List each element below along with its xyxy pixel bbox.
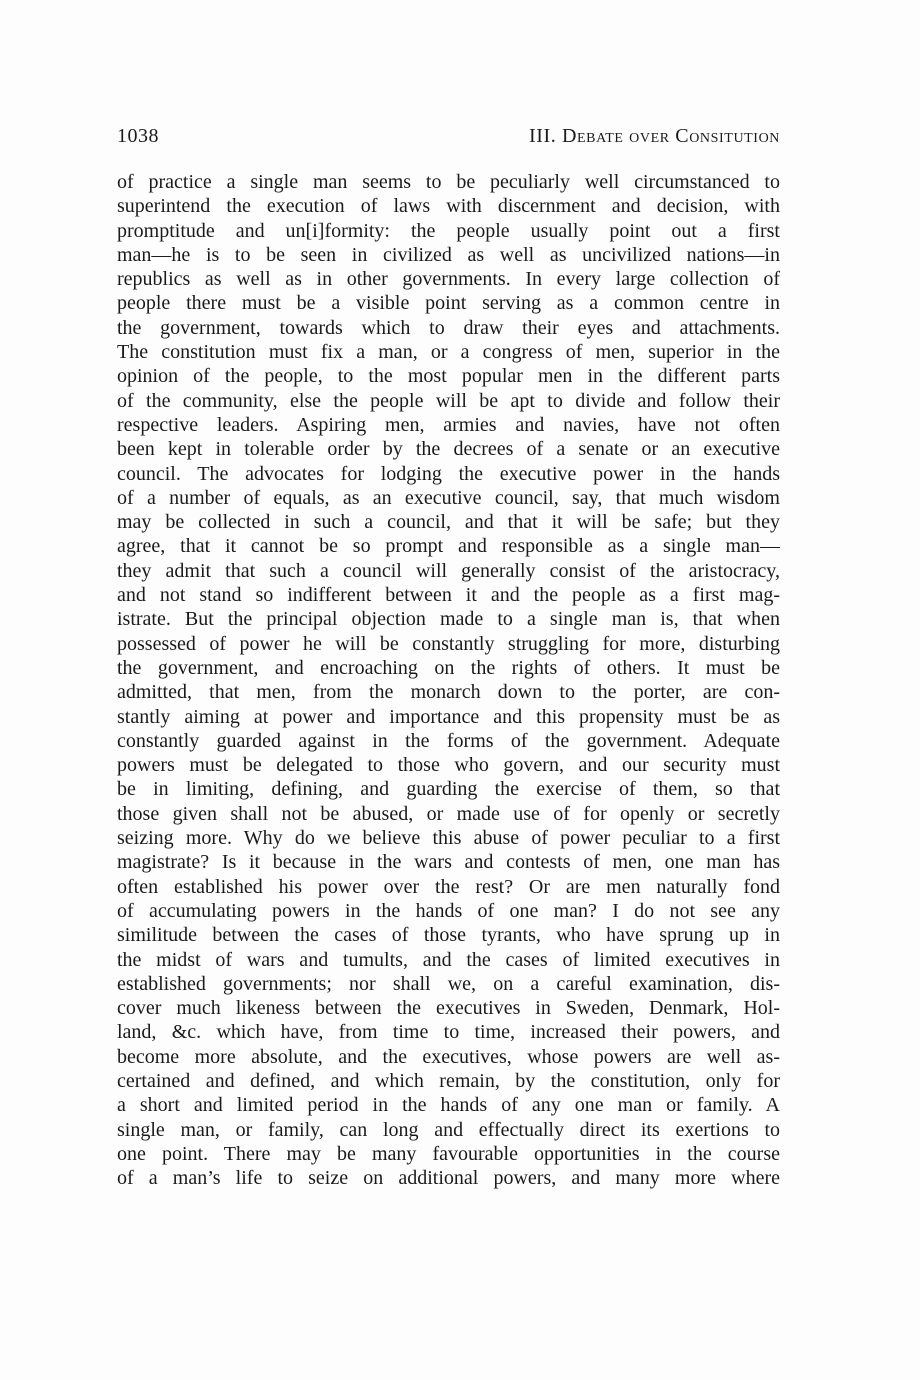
text-line: be in limiting, defining, and guarding the exercise of them, so that: [117, 778, 780, 801]
text-line: cover much likeness between the executives in Sweden, Denmark, Hol-: [117, 997, 780, 1020]
text-line: republics as well as in other governments. In every large collection of: [117, 268, 780, 291]
text-line: of practice a single man seems to be peculiarly well circumstanced to: [117, 171, 780, 193]
text-line: istrate. But the principal objection made to a single man is, that when: [117, 608, 780, 631]
text-line: may be collected in such a council, and that it will be safe; but they: [117, 511, 780, 534]
body-text: [117, 170, 780, 1190]
text-line: man—he is to be seen in civilized as well as uncivilized nations—in: [117, 243, 780, 266]
text-line: become more absolute, and the executives, whose powers are well as-: [117, 1045, 780, 1068]
text-line: The constitution must fix a man, or a congress of men, superior in the: [117, 341, 780, 364]
text-line: admitted, that men, from the monarch down to the porter, are con-: [117, 681, 780, 704]
text-line: of a number of equals, as an executive council, say, that much wisdom: [117, 486, 780, 509]
text-line: similitude between the cases of those tyrants, who have sprung up in: [117, 924, 780, 947]
text-line: single man, or family, can long and effectually direct its exertions to: [117, 1118, 780, 1141]
text-line: powers must be delegated to those who govern, and our security must: [117, 754, 780, 777]
text-line: land, &c. which have, from time to time, increased their powers, and: [117, 1021, 780, 1044]
text-line: seizing more. Why do we believe this abuse of power peculiar to a first: [117, 827, 780, 850]
text-line: the midst of wars and tumults, and the cases of limited executives in: [117, 948, 780, 971]
text-line: been kept in tolerable order by the decrees of a senate or an executive: [117, 438, 780, 461]
text-line: often established his power over the rest? Or are men naturally fond: [117, 875, 780, 898]
page-number: 1038: [117, 125, 159, 147]
text-line: a short and limited period in the hands of any one man or family. A: [117, 1094, 780, 1117]
text-line: certained and defined, and which remain, by the constitution, only for: [117, 1069, 780, 1092]
text-line: of the community, else the people will be apt to divide and follow their: [117, 389, 780, 412]
text-line: stantly aiming at power and importance and this propensity must be as: [117, 705, 780, 728]
running-header: [117, 125, 780, 148]
text-line: the government, towards which to draw their eyes and attachments.: [117, 316, 780, 339]
text-line: promptitude and un[i]formity: the people usually point out a first: [117, 219, 780, 242]
text-line: the government, and encroaching on the rights of others. It must be: [117, 656, 780, 679]
text-line: constantly guarded against in the forms of the government. Adequate: [117, 729, 780, 752]
text-line: council. The advocates for lodging the executive power in the hands: [117, 462, 780, 485]
text-line: agree, that it cannot be so prompt and responsible as a single man—: [117, 535, 780, 558]
text-line: superintend the execution of laws with discernment and decision, with: [117, 195, 780, 218]
text-line: possessed of power he will be constantly struggling for more, disturbing: [117, 632, 780, 655]
text-line: and not stand so indifferent between it and the people as a first mag-: [117, 584, 780, 607]
text-line: magistrate? Is it because in the wars and contests of men, one man has: [117, 851, 780, 874]
text-line: one point. There may be many favourable opportunities in the course: [117, 1142, 780, 1165]
text-line: they admit that such a council will generally consist of the aristocracy,: [117, 559, 780, 582]
running-head-title: III. Debate over Consitution: [529, 125, 780, 147]
text-line: people there must be a visible point serving as a common centre in: [117, 292, 780, 315]
text-line: opinion of the people, to the most popular men in the different parts: [117, 365, 780, 388]
text-line: established governments; nor shall we, on a careful examination, dis-: [117, 972, 780, 995]
text-line: of a man’s life to seize on additional powers, and many more where: [117, 1167, 780, 1190]
text-line: respective leaders. Aspiring men, armies and navies, have not often: [117, 413, 780, 436]
text-line: of accumulating powers in the hands of one man? I do not see any: [117, 899, 780, 922]
text-line: those given shall not be abused, or made use of for openly or secretly: [117, 802, 780, 825]
